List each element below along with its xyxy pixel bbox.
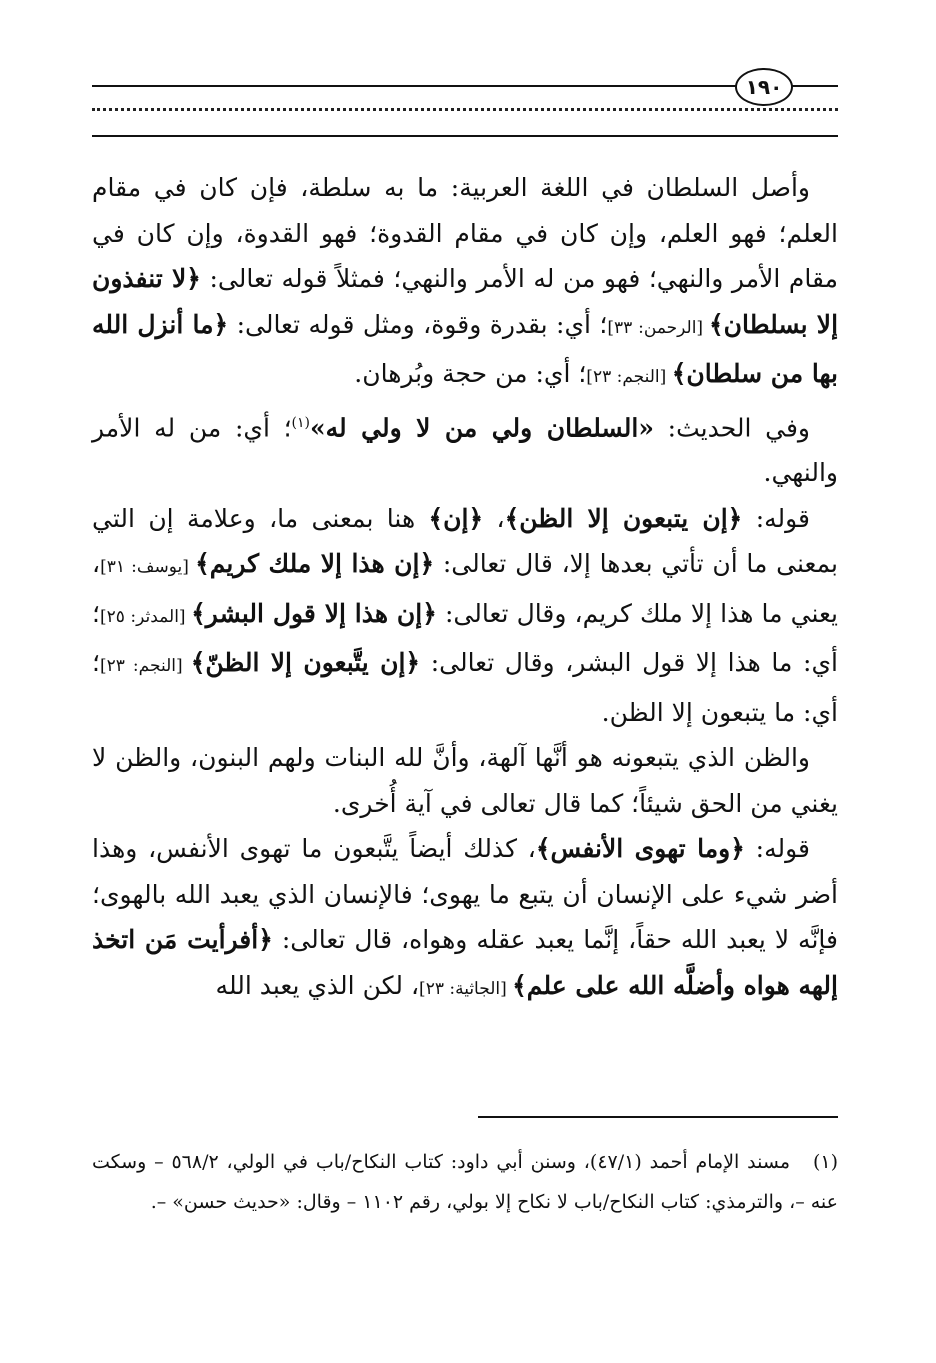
body-text: ؛ أي: من له الأمر والنهي. <box>92 412 838 488</box>
main-text <box>92 165 838 1012</box>
paragraph <box>92 496 838 736</box>
body-text: وفي الحديث: <box>653 412 810 442</box>
footnote-text: مسند الإمام أحمد (٤٧/١)، وسنن أبي داود: كتاب النكاح/باب في الولي، ٥٦٨/٢ – وسكت عنه –، والترمذي: كتاب النكاح/باب لا نكاح إلا بولي، رقم ١١٠٢ – وقال: «حديث حسن» –. <box>92 1151 838 1213</box>
paragraph <box>92 401 838 496</box>
quote-text: ﴿إن يتبعون إلا الظن﴾ <box>504 503 743 533</box>
verse-reference: [الرحمن: ٣٣] <box>607 317 709 338</box>
body-text: ؛ أي: من حجة وبُرهان. <box>354 359 587 388</box>
verse-reference: [الجاثية: ٢٣] <box>419 978 513 999</box>
header-rule-bottom <box>92 135 838 137</box>
quote-text: ﴿أفرأيت مَن اتخذ إلهه هواه وأضلَّه الله على علم﴾ <box>92 925 838 1000</box>
body-text: قوله: <box>744 834 810 864</box>
quote-text: ﴿وما تهوى الأنفس﴾ <box>535 834 745 864</box>
body-text: ؛ أي: بقدرة وقوة، ومثل قوله تعالى: <box>228 309 608 339</box>
body-text: ، يعني ما هذا إلا ملك كريم، وقال تعالى: <box>92 549 839 628</box>
footnote-number: (١) <box>812 1151 839 1173</box>
verse-reference: [النجم: ٢٣] <box>586 367 672 387</box>
body-text: ؛ أي: ما هذا إلا قول البشر، وقال تعالى: <box>92 598 838 678</box>
verse-reference: [يوسف: ٣١] <box>100 557 196 578</box>
body-text: ؛ أي: ما يتبعون إلا الظن. <box>92 648 838 727</box>
page-number: ١٩٠ <box>735 68 793 106</box>
footnote-marker: (١) <box>291 414 311 431</box>
paragraph <box>92 735 838 826</box>
verse-reference: [المدثر: ٢٥] <box>99 606 192 627</box>
quote-text: ﴿إن هذا إلا قول البشر﴾ <box>191 598 437 628</box>
paragraph <box>92 826 838 1012</box>
body-text: وأصل السلطان في اللغة العربية: ما به سلطة، فإن كان في مقام العلم؛ فهو العلم، وإن كان في مقام القدوة؛ فهو القدوة، وإن كان في مقام الأمر والنهي؛ فهو من له الأمر والنهي؛ فمثلاً قوله تعالى: <box>92 173 838 293</box>
quote-text: «السلطان ولي من لا ولي له» <box>310 412 654 442</box>
body-text: والظن الذي يتبعونه هو أنَّها آلهة، وأنَّ لله البنات ولهم البنون، والظن لا يغني من الحق شيئاً؛ كما قال تعالى في آية أُخرى. <box>92 743 838 818</box>
header-rule-top <box>92 85 838 87</box>
body-text: قوله: <box>742 503 811 533</box>
verse-reference: [النجم: ٢٣] <box>99 656 191 677</box>
body-text: هنا بمعنى ما، وعلامة إن التي بمعنى ما أن تأتي بعدها إلا، قال تعالى: <box>92 503 838 579</box>
quote-text: ﴿ما أنزل الله بها من سلطان﴾ <box>92 309 838 388</box>
quote-text: ﴿إن﴾ <box>428 503 484 533</box>
body-text: ، لكن الذي يعبد الله <box>215 970 420 1000</box>
footnote-separator <box>478 1116 838 1118</box>
header-dotted-line <box>92 108 838 122</box>
paragraph <box>92 165 838 401</box>
quote-text: ﴿لا تنفذون إلا بسلطان﴾ <box>92 264 839 339</box>
quote-text: ﴿إن هذا إلا ملك كريم﴾ <box>195 549 435 579</box>
body-text: ، <box>483 503 505 533</box>
body-text: ، كذلك أيضاً يتَّبعون ما تهوى الأنفس، وهذا أضر شيء على الإنسان أن يتبع ما يهوى؛ فالإنسان الذي يعبد الله بالهوى؛ فإنَّه لا يعبد الله حقاً، إنَّما يعبد عقله وهواه، قال تعالى: <box>92 834 838 955</box>
quote-text: ﴿إن يتَّبعون إلا الظنّ﴾ <box>190 648 421 678</box>
footnote <box>92 1142 838 1222</box>
